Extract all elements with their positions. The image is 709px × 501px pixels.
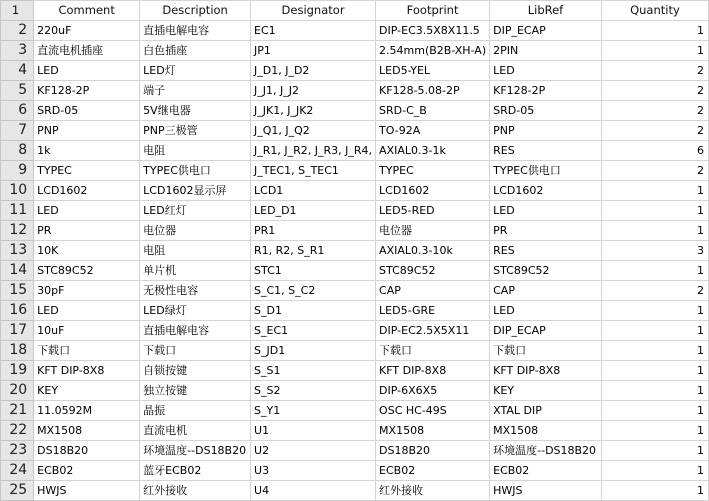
row-number[interactable]: 15 — [1, 281, 34, 301]
cell-libref[interactable]: STC89C52 — [490, 261, 602, 281]
cell-libref[interactable]: DIP_ECAP — [490, 21, 602, 41]
header-designator[interactable]: Designator — [251, 1, 376, 21]
row-number[interactable]: 18 — [1, 341, 34, 361]
cell-designator[interactable]: JP1 — [251, 41, 376, 61]
row-number[interactable]: 24 — [1, 461, 34, 481]
table-row — [1, 381, 709, 401]
cell-description[interactable]: 独立按键 — [140, 381, 251, 401]
cell-description[interactable]: 下载口 — [140, 341, 251, 361]
cell-libref[interactable]: TYPEC供电口 — [490, 161, 602, 181]
cell-description[interactable]: LED灯 — [140, 61, 251, 81]
cell-quantity[interactable]: 1 — [601, 21, 708, 41]
row-number[interactable]: 16 — [1, 301, 34, 321]
row-number[interactable]: 17 — [1, 321, 34, 341]
cell-footprint[interactable]: DS18B20 — [376, 441, 490, 461]
cell-quantity[interactable]: 2 — [601, 161, 708, 181]
cell-description[interactable]: 白色插座 — [140, 41, 251, 61]
row-number[interactable]: 5 — [1, 81, 34, 101]
cell-description[interactable]: 蓝牙ECB02 — [140, 461, 251, 481]
cell-designator[interactable]: U3 — [251, 461, 376, 481]
cell-designator[interactable]: J_D1, J_D2 — [251, 61, 376, 81]
cell-description[interactable]: 电位器 — [140, 221, 251, 241]
cell-designator[interactable]: J_R1, J_R2, J_R3, J_R4, — [251, 141, 376, 161]
cell-footprint[interactable]: MX1508 — [376, 421, 490, 441]
row-number[interactable]: 1 — [1, 1, 34, 21]
cell-quantity[interactable]: 3 — [601, 241, 708, 261]
cell-footprint[interactable]: 2.54mm(B2B-XH-A) — [376, 41, 490, 61]
cell-comment[interactable]: 30pF — [34, 281, 140, 301]
table-row — [1, 161, 709, 181]
cell-quantity[interactable]: 1 — [601, 301, 708, 321]
cell-description[interactable]: 无极性电容 — [140, 281, 251, 301]
cell-description[interactable]: LED绿灯 — [140, 301, 251, 321]
cell-footprint[interactable]: STC89C52 — [376, 261, 490, 281]
table-row — [1, 461, 709, 481]
header-libref[interactable]: LibRef — [490, 1, 602, 21]
row-number[interactable]: 7 — [1, 121, 34, 141]
cell-footprint[interactable]: SRD-C_B — [376, 101, 490, 121]
cell-libref[interactable]: RES — [490, 141, 602, 161]
cell-libref[interactable]: LED — [490, 201, 602, 221]
cell-designator[interactable]: U2 — [251, 441, 376, 461]
cell-description[interactable]: LCD1602显示屏 — [140, 181, 251, 201]
cell-quantity[interactable]: 6 — [601, 141, 708, 161]
cell-footprint[interactable]: AXIAL0.3-10k — [376, 241, 490, 261]
cell-footprint[interactable]: LED5-YEL — [376, 61, 490, 81]
cell-libref[interactable]: 下载口 — [490, 341, 602, 361]
cell-description[interactable]: 直插电解电容 — [140, 321, 251, 341]
row-number[interactable]: 6 — [1, 101, 34, 121]
table-row — [1, 441, 709, 461]
cell-comment[interactable]: 11.0592M — [34, 401, 140, 421]
table-row — [1, 421, 709, 441]
cell-quantity[interactable]: 1 — [601, 421, 708, 441]
cell-quantity[interactable]: 1 — [601, 361, 708, 381]
cell-designator[interactable]: PR1 — [251, 221, 376, 241]
table-row — [1, 141, 709, 161]
cell-designator[interactable]: S_S1 — [251, 361, 376, 381]
table-row — [1, 301, 709, 321]
cell-libref[interactable]: LED — [490, 301, 602, 321]
cell-libref[interactable]: CAP — [490, 281, 602, 301]
cell-designator[interactable]: U4 — [251, 481, 376, 501]
cell-footprint[interactable]: DIP-EC2.5X5X11 — [376, 321, 490, 341]
row-number[interactable]: 20 — [1, 381, 34, 401]
row-number[interactable]: 13 — [1, 241, 34, 261]
cell-description[interactable]: 直插电解电容 — [140, 21, 251, 41]
cell-quantity[interactable]: 2 — [601, 61, 708, 81]
row-number[interactable]: 2 — [1, 21, 34, 41]
cell-comment[interactable]: LED — [34, 201, 140, 221]
row-number[interactable]: 21 — [1, 401, 34, 421]
cell-designator[interactable]: S_D1 — [251, 301, 376, 321]
cell-quantity[interactable]: 1 — [601, 201, 708, 221]
cell-description[interactable]: TYPEC供电口 — [140, 161, 251, 181]
cell-comment[interactable]: KEY — [34, 381, 140, 401]
row-number[interactable]: 23 — [1, 441, 34, 461]
cell-footprint[interactable]: DIP-6X6X5 — [376, 381, 490, 401]
cell-libref[interactable]: RES — [490, 241, 602, 261]
cell-description[interactable]: PNP三极管 — [140, 121, 251, 141]
table-row — [1, 61, 709, 81]
header-description[interactable]: Description — [140, 1, 251, 21]
cell-description[interactable]: LED红灯 — [140, 201, 251, 221]
cell-libref[interactable]: KF128-2P — [490, 81, 602, 101]
row-number[interactable]: 8 — [1, 141, 34, 161]
cell-comment[interactable]: KF128-2P — [34, 81, 140, 101]
row-number[interactable]: 11 — [1, 201, 34, 221]
cell-quantity[interactable]: 1 — [601, 441, 708, 461]
cell-quantity[interactable]: 2 — [601, 81, 708, 101]
cell-description[interactable]: 5V继电器 — [140, 101, 251, 121]
cell-quantity[interactable]: 1 — [601, 221, 708, 241]
cell-description[interactable]: 晶振 — [140, 401, 251, 421]
table-row — [1, 81, 709, 101]
cell-designator[interactable]: U1 — [251, 421, 376, 441]
cell-quantity[interactable]: 1 — [601, 261, 708, 281]
cell-libref[interactable]: MX1508 — [490, 421, 602, 441]
cell-quantity[interactable]: 1 — [601, 481, 708, 501]
cell-quantity[interactable]: 1 — [601, 321, 708, 341]
row-number[interactable]: 19 — [1, 361, 34, 381]
cell-designator[interactable]: S_JD1 — [251, 341, 376, 361]
cell-comment[interactable]: 220uF — [34, 21, 140, 41]
header-quantity[interactable]: Quantity — [601, 1, 708, 21]
cell-designator[interactable]: EC1 — [251, 21, 376, 41]
cell-libref[interactable]: SRD-05 — [490, 101, 602, 121]
cell-libref[interactable]: 环境温度--DS18B20 — [490, 441, 602, 461]
cell-comment[interactable]: SRD-05 — [34, 101, 140, 121]
cell-comment[interactable]: 下载口 — [34, 341, 140, 361]
cell-footprint[interactable]: 下载口 — [376, 341, 490, 361]
cell-designator[interactable]: J_Q1, J_Q2 — [251, 121, 376, 141]
table-row — [1, 201, 709, 221]
cell-designator[interactable]: S_EC1 — [251, 321, 376, 341]
cell-libref[interactable]: LED — [490, 61, 602, 81]
cell-designator[interactable]: S_Y1 — [251, 401, 376, 421]
cell-footprint[interactable]: KF128-5.08-2P — [376, 81, 490, 101]
row-number[interactable]: 9 — [1, 161, 34, 181]
cell-comment[interactable]: PNP — [34, 121, 140, 141]
row-number[interactable]: 3 — [1, 41, 34, 61]
cell-designator[interactable]: J_JK1, J_JK2 — [251, 101, 376, 121]
cell-description[interactable]: 单片机 — [140, 261, 251, 281]
table-row — [1, 101, 709, 121]
cell-description[interactable]: 红外接收 — [140, 481, 251, 501]
cell-quantity[interactable]: 2 — [601, 101, 708, 121]
cell-quantity[interactable]: 1 — [601, 461, 708, 481]
cell-comment[interactable]: ECB02 — [34, 461, 140, 481]
cell-footprint[interactable]: 红外接收 — [376, 481, 490, 501]
cell-quantity[interactable]: 1 — [601, 381, 708, 401]
cell-footprint[interactable]: LED5-GRE — [376, 301, 490, 321]
cell-footprint[interactable]: CAP — [376, 281, 490, 301]
cell-comment[interactable]: STC89C52 — [34, 261, 140, 281]
cell-description[interactable]: 电阻 — [140, 241, 251, 261]
row-number[interactable]: 12 — [1, 221, 34, 241]
cell-comment[interactable]: DS18B20 — [34, 441, 140, 461]
cell-footprint[interactable]: 电位器 — [376, 221, 490, 241]
table-row — [1, 401, 709, 421]
table-row — [1, 121, 709, 141]
cell-libref[interactable]: ECB02 — [490, 461, 602, 481]
cell-comment[interactable]: 1k — [34, 141, 140, 161]
cell-quantity[interactable]: 2 — [601, 121, 708, 141]
cell-description[interactable]: 自锁按键 — [140, 361, 251, 381]
cell-libref[interactable]: LCD1602 — [490, 181, 602, 201]
table-row — [1, 281, 709, 301]
row-number[interactable]: 14 — [1, 261, 34, 281]
cell-footprint[interactable]: KFT DIP-8X8 — [376, 361, 490, 381]
table-row — [1, 241, 709, 261]
cell-comment[interactable]: LCD1602 — [34, 181, 140, 201]
cell-designator[interactable]: J_J1, J_J2 — [251, 81, 376, 101]
row-number[interactable]: 22 — [1, 421, 34, 441]
cell-footprint[interactable]: TYPEC — [376, 161, 490, 181]
cell-designator[interactable]: S_C1, S_C2 — [251, 281, 376, 301]
cell-comment[interactable]: MX1508 — [34, 421, 140, 441]
cell-quantity[interactable]: 1 — [601, 181, 708, 201]
row-number[interactable]: 25 — [1, 481, 34, 501]
cell-footprint[interactable]: AXIAL0.3-1k — [376, 141, 490, 161]
table-row — [1, 221, 709, 241]
cell-comment[interactable]: 10K — [34, 241, 140, 261]
cell-libref[interactable]: 2PIN — [490, 41, 602, 61]
cell-comment[interactable]: LED — [34, 301, 140, 321]
cell-comment[interactable]: LED — [34, 61, 140, 81]
cell-libref[interactable]: HWJS — [490, 481, 602, 501]
cell-footprint[interactable]: TO-92A — [376, 121, 490, 141]
cell-quantity[interactable]: 1 — [601, 401, 708, 421]
cell-libref[interactable]: KEY — [490, 381, 602, 401]
cell-footprint[interactable]: LED5-RED — [376, 201, 490, 221]
cell-description[interactable]: 电阻 — [140, 141, 251, 161]
cell-comment[interactable]: PR — [34, 221, 140, 241]
cell-description[interactable]: 端子 — [140, 81, 251, 101]
cell-libref[interactable]: KFT DIP-8X8 — [490, 361, 602, 381]
cell-quantity[interactable]: 1 — [601, 341, 708, 361]
cell-designator[interactable]: S_S2 — [251, 381, 376, 401]
cell-libref[interactable]: XTAL DIP — [490, 401, 602, 421]
cell-designator[interactable]: LED_D1 — [251, 201, 376, 221]
header-comment[interactable]: Comment — [34, 1, 140, 21]
row-number[interactable]: 4 — [1, 61, 34, 81]
cell-comment[interactable]: KFT DIP-8X8 — [34, 361, 140, 381]
table-row — [1, 261, 709, 281]
cell-designator[interactable]: R1, R2, S_R1 — [251, 241, 376, 261]
header-row — [1, 1, 709, 21]
table-row — [1, 361, 709, 381]
table-row — [1, 481, 709, 501]
cell-footprint[interactable]: ECB02 — [376, 461, 490, 481]
row-number[interactable]: 10 — [1, 181, 34, 201]
cell-quantity[interactable]: 1 — [601, 41, 708, 61]
cell-description[interactable]: 直流电机 — [140, 421, 251, 441]
cell-description[interactable]: 环境温度--DS18B20 — [140, 441, 251, 461]
table-row — [1, 341, 709, 361]
cell-designator[interactable]: LCD1 — [251, 181, 376, 201]
table-row — [1, 321, 709, 341]
header-footprint[interactable]: Footprint — [376, 1, 490, 21]
cell-comment[interactable]: HWJS — [34, 481, 140, 501]
cell-quantity[interactable]: 2 — [601, 281, 708, 301]
cell-designator[interactable]: J_TEC1, S_TEC1 — [251, 161, 376, 181]
table-row — [1, 181, 709, 201]
table-row — [1, 21, 709, 41]
cell-footprint[interactable]: DIP-EC3.5X8X11.5 — [376, 21, 490, 41]
cell-libref[interactable]: PR — [490, 221, 602, 241]
cell-comment[interactable]: TYPEC — [34, 161, 140, 181]
cell-libref[interactable]: PNP — [490, 121, 602, 141]
cell-footprint[interactable]: OSC HC-49S — [376, 401, 490, 421]
cell-footprint[interactable]: LCD1602 — [376, 181, 490, 201]
cell-libref[interactable]: DIP_ECAP — [490, 321, 602, 341]
cell-comment[interactable]: 直流电机插座 — [34, 41, 140, 61]
cell-comment[interactable]: 10uF — [34, 321, 140, 341]
cell-designator[interactable]: STC1 — [251, 261, 376, 281]
table-row — [1, 41, 709, 61]
